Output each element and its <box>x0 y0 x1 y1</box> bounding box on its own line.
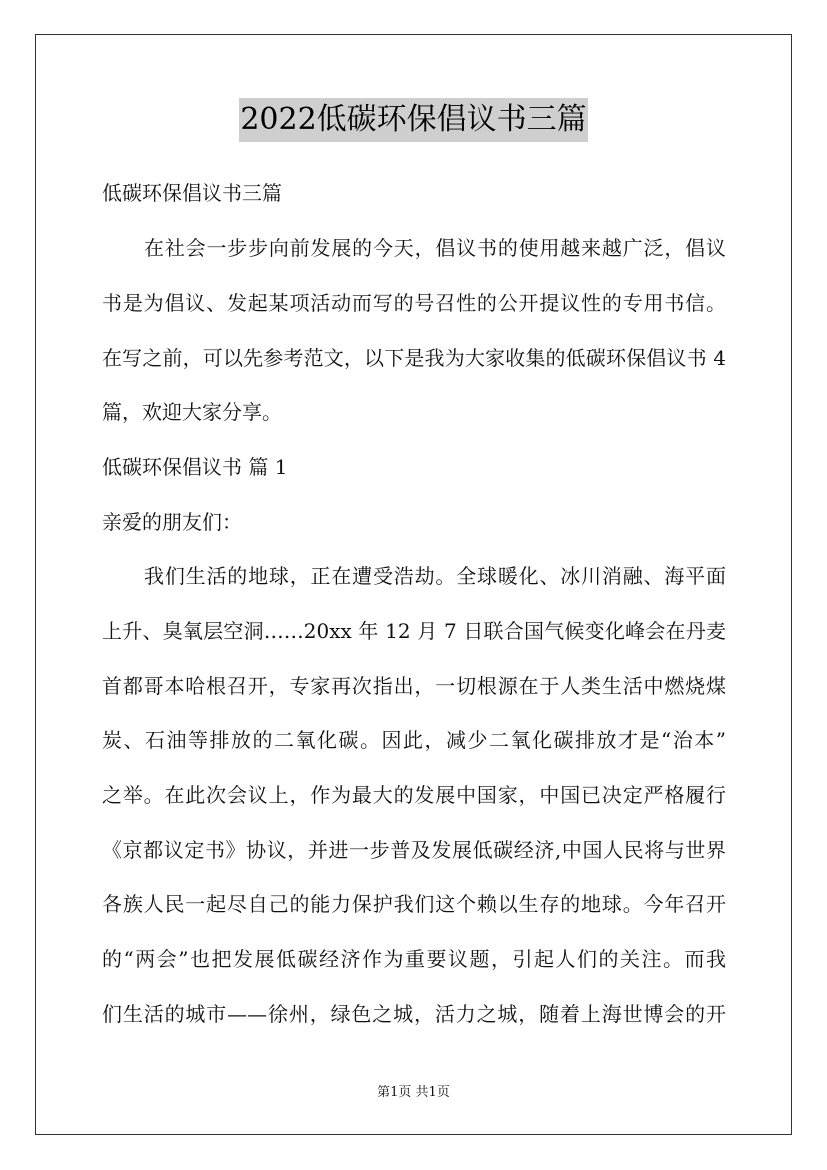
document-subtitle: 低碳环保倡议书三篇 <box>102 181 282 205</box>
document-title: 2022低碳环保倡议书三篇 <box>239 98 587 142</box>
body-line: 炭、石油等排放的二氧化碳。因此，减少二氧化碳排放才是“治本” <box>102 728 726 752</box>
body-line: 《京都议定书》协议，并进一步普及发展低碳经济,中国人民将与世界 <box>102 838 726 862</box>
body-line: 各族人民一起尽自己的能力保护我们这个赖以生存的地球。今年召开 <box>102 892 726 916</box>
page-number: 第1页 共1页 <box>377 1085 450 1100</box>
title-container <box>0 98 827 142</box>
intro-line: 篇，欢迎大家分享。 <box>102 400 282 424</box>
body-line: 们生活的城市——徐州，绿色之城，活力之城，随着上海世博会的开 <box>102 1002 726 1026</box>
salutation: 亲爱的朋友们： <box>102 510 242 534</box>
body-line: 之举。在此次会议上，作为最大的发展中国家，中国已决定严格履行 <box>102 783 726 807</box>
section-heading: 低碳环保倡议书 篇 1 <box>102 455 288 479</box>
body-line: 的“两会”也把发展低碳经济作为重要议题，引起人们的关注。而我 <box>102 947 726 971</box>
body-line: 首都哥本哈根召开，专家再次指出，一切根源在于人类生活中燃烧煤 <box>102 674 726 698</box>
body-line: 我们生活的地球，正在遭受浩劫。全球暖化、冰川消融、海平面 <box>144 564 726 588</box>
intro-line: 在社会一步步向前发展的今天，倡议书的使用越来越广泛，倡议 <box>144 236 726 260</box>
body-line: 上升、臭氧层空洞……20xx 年 12 月 7 日联合国气候变化峰会在丹麦 <box>102 619 726 643</box>
intro-line: 在写之前，可以先参考范文，以下是我为大家收集的低碳环保倡议书 4 <box>102 346 726 370</box>
intro-line: 书是为倡议、发起某项活动而写的号召性的公开提议性的专用书信。 <box>102 291 726 315</box>
